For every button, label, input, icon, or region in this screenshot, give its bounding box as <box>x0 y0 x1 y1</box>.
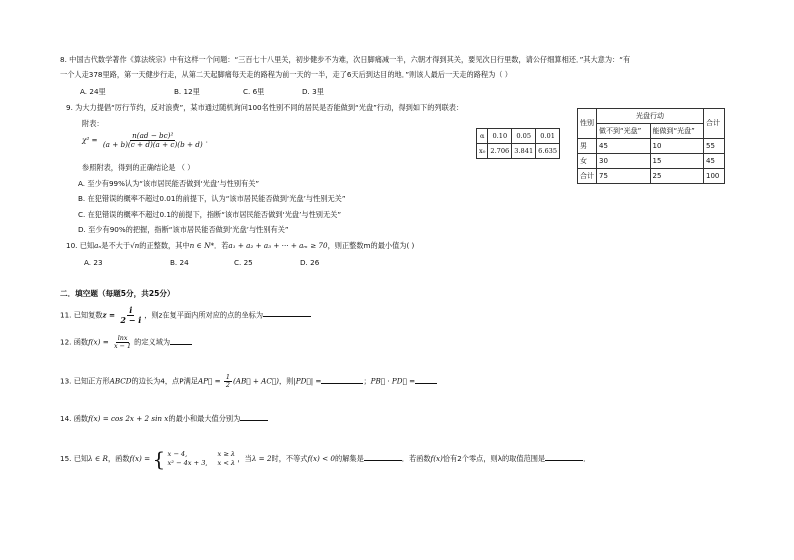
q10-option-c: C. 25 <box>234 258 253 267</box>
cell: 0.10 <box>488 129 512 144</box>
q9-option-b: B. 在犯错误的概率不超过0.01的前提下，认为“该市居民能否做到‘光盘’与性别无关” <box>78 194 346 203</box>
q14-answer-blank[interactable] <box>240 420 268 421</box>
q11-answer-blank[interactable] <box>263 316 311 317</box>
cell: 0.05 <box>512 129 536 144</box>
q10-stem: 10. 已知aₙ是不大于√n的正整数，其中n ∈ N*．若a₁ + a₂ + a₃ + ··· + aₘ ≥ 70，则正整数m的最小值为( ) <box>66 241 415 250</box>
q9-option-c: C. 在犯错误的概率不超过0.1的前提下，指断“该市居民能否做到‘光盘’与性别无关” <box>78 210 342 219</box>
cell: 30 <box>597 154 651 169</box>
contingency-table <box>577 108 725 184</box>
q8-line2: 一个人走378里路，第一天健步行走，从第二天起脚痛每天走的路程为前一天的一半，走了6天后到达目的地．”则该人最后一天走的路程为（ ） <box>60 70 512 79</box>
q13-blank-1[interactable] <box>321 383 363 384</box>
table-row <box>578 139 725 154</box>
q15-blank-1[interactable] <box>364 460 402 461</box>
cell: 25 <box>650 169 704 184</box>
table-row <box>578 154 725 169</box>
col-header-can: 能做到“光盘” <box>650 124 704 139</box>
cell: α <box>477 129 488 144</box>
cell: 10 <box>650 139 704 154</box>
cell: 75 <box>597 169 651 184</box>
row-label: 合计 <box>578 169 597 184</box>
q8-option-d: D. 3里 <box>302 87 324 96</box>
piecewise-brace: { <box>152 447 166 471</box>
total-header: 合计 <box>704 109 725 139</box>
row-label: 女 <box>578 154 597 169</box>
q8-line1: 8. 中国古代数学著作《算法统宗》中有这样一个问题：“三百七十八里关，初步健步不为难，次日脚痛减一半，六朝才得到其关，要见次日行里数，请公仔细算相还．”其大意为：“有 <box>60 55 631 64</box>
q15-stem: 15. 已知λ ∈ R，函数f(x) = { x − 4, x ≥ λ x² − 4x + 3, x < λ ，当λ = 2时，不等式f(x) < 0的解集是 ．若函数f(x)恰有2个零点，则λ的取值范围是 ． <box>60 447 591 471</box>
q8-option-c: C. 6里 <box>243 87 265 96</box>
corner-header: 性别 <box>578 109 597 139</box>
q13-stem: 13. 已知正方形ABCD的边长为4，点P满足AP⃗ = $\frac{1}{2}$ (AB⃗ + AC⃗)，则|PD⃗| = ；PB⃗ · PD⃗ = <box>60 374 437 389</box>
q9-option-d: D. 至少有90%的把握，指断“该市居民能否做到‘光盘’与性别有关” <box>78 225 289 234</box>
q15-blank-2[interactable] <box>545 460 583 461</box>
cell: x₀ <box>477 144 488 159</box>
cell: 45 <box>704 154 725 169</box>
section-title-fill-in: 二．填空题（每题5分，共25分） <box>60 289 175 298</box>
cell: 15 <box>650 154 704 169</box>
cell: 45 <box>597 139 651 154</box>
piecewise-cases: x − 4, x ≥ λ x² − 4x + 3, x < λ <box>167 450 236 467</box>
cell: 0.01 <box>536 129 560 144</box>
q12-stem: 12. 函数f(x) = $\frac{\ln x}{x - 1}$ 的定义域为 <box>60 335 192 350</box>
q8-option-b: B. 12里 <box>174 87 200 96</box>
critical-row-alpha <box>477 129 560 144</box>
q9-chi-square-formula: χ² = $\frac{\text{n(ad − bc)²}}{(a + b)(c + d)(a + c)(b + d)}$ . <box>82 131 208 149</box>
q9-option-a: A. 至少有99%认为“该市居民能否做到‘光盘’与性别有关” <box>78 179 260 188</box>
critical-value-table <box>476 128 560 159</box>
cell: 6.635 <box>536 144 560 159</box>
q9-appendix-label: 附表： <box>82 119 104 128</box>
row-label: 男 <box>578 139 597 154</box>
col-header-cannot: 做不到“光盘” <box>597 124 651 139</box>
q10-option-d: D. 26 <box>300 258 320 267</box>
q9-reference: 参照附表，得到的正确结论是 （ ） <box>82 163 195 172</box>
q14-stem: 14. 函数f(x) = cos 2x + 2 sin x的最小和最大值分别为 <box>60 414 268 423</box>
q12-answer-blank[interactable] <box>170 344 192 345</box>
table-row <box>578 169 725 184</box>
cell: 3.841 <box>512 144 536 159</box>
q10-option-a: A. 23 <box>84 258 103 267</box>
q9-stem: 9. 为大力提倡“厉行节约，反对浪费”，某市通过随机询问100名性别不同的居民是否能做到“光盘”行动，得到如下的列联表： <box>66 103 464 112</box>
group-header: 光盘行动 <box>597 109 704 124</box>
cell: 2.706 <box>488 144 512 159</box>
q13-blank-2[interactable] <box>415 383 437 384</box>
cell: 55 <box>704 139 725 154</box>
q8-option-a: A. 24里 <box>80 87 106 96</box>
cell: 100 <box>704 169 725 184</box>
q11-stem: 11. 已知复数z = $\frac{i}{2 - i}$ ，则z在复平面内所对应的点的坐标为 <box>60 306 311 325</box>
critical-row-x0 <box>477 144 560 159</box>
q10-option-b: B. 24 <box>170 258 189 267</box>
